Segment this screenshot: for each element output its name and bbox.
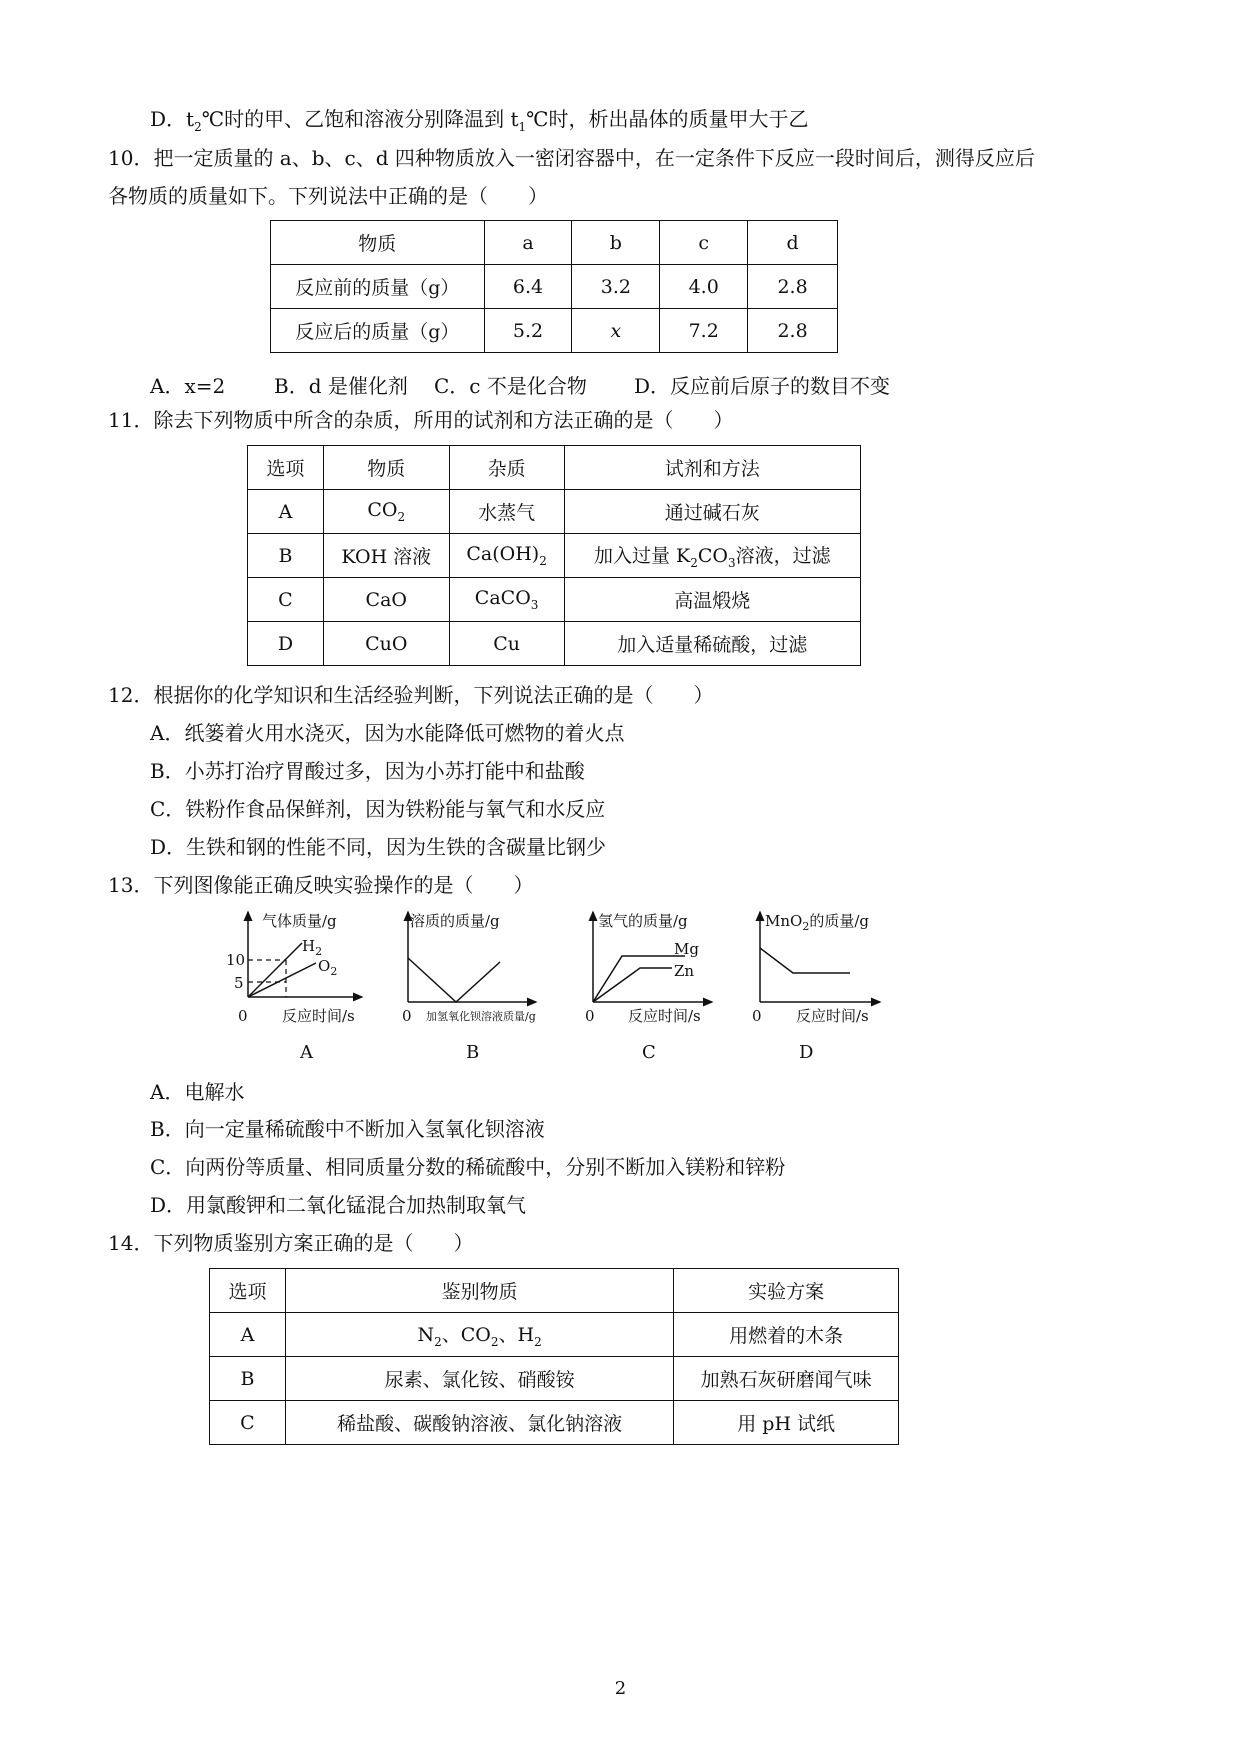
- graph-c-ylabel: 氢气的质量/g: [598, 912, 688, 930]
- q14-stem: 14．下列物质鉴别方案正确的是（ ）: [108, 1231, 474, 1255]
- q11-impurity: CaCO: [474, 587, 531, 610]
- q10-header-cell: b: [572, 221, 660, 265]
- q14-formula-part: 、H: [498, 1324, 535, 1347]
- q11-cell: B: [248, 534, 324, 578]
- q14-cell: 加熟石灰研磨闻气味: [674, 1357, 899, 1401]
- q10-cell: 反应前的质量（g）: [271, 265, 485, 309]
- q13-option-d: D．用氯酸钾和二氧化锰混合加热制取氧气: [150, 1193, 527, 1217]
- q13-stem: 13．下列图像能正确反映实验操作的是（ ）: [108, 873, 534, 897]
- q11-impurity-sub: 3: [530, 597, 539, 612]
- q14-formula-part: 、CO: [441, 1324, 491, 1347]
- graph-a-tick-5: 5: [234, 974, 244, 992]
- q10-header-cell: 物质: [271, 221, 485, 265]
- q11-stem: 11．除去下列物质中所含的杂质，所用的试剂和方法正确的是（ ）: [108, 408, 734, 432]
- q10-cell: 2.8: [748, 265, 838, 309]
- q11-method-part: 加入过量 K: [593, 545, 691, 568]
- q14-formula-part: N: [417, 1324, 435, 1347]
- q11-header-cell: 试剂和方法: [564, 446, 860, 490]
- graph-c-label-mg: Mg: [674, 940, 699, 958]
- q10-cell: x: [572, 309, 660, 353]
- q14-header-cell: 选项: [210, 1269, 286, 1313]
- q12-option-d: D．生铁和钢的性能不同，因为生铁的含碳量比钢少: [150, 835, 607, 859]
- graph-d-xlabel: 反应时间/s: [796, 1007, 869, 1025]
- graph-d: [752, 912, 880, 1063]
- graph-c-label-zn: Zn: [674, 962, 695, 980]
- q14-formula-sub: 2: [490, 1334, 499, 1349]
- q11-impurity-sub: 2: [539, 553, 547, 568]
- q10-option-c: C．c 不是化合物: [434, 374, 587, 398]
- q14-cell: C: [210, 1401, 286, 1445]
- q10-header-cell: d: [748, 221, 838, 265]
- graph-a-o2-line: [248, 963, 316, 997]
- q13-option-a: A．电解水: [150, 1080, 245, 1104]
- q11-method-sub: 3: [727, 555, 736, 570]
- q10-option-a: A．x=2: [150, 374, 226, 398]
- q14-table-row: [210, 1313, 899, 1357]
- graph-b-xlabel: 加氢氧化钡溶液质量/g: [426, 1010, 536, 1023]
- q14-cell: B: [210, 1357, 286, 1401]
- q11-method-part: 溶液，过滤: [735, 545, 831, 568]
- q11-substance: CO: [367, 499, 398, 522]
- q11-cell: D: [248, 622, 324, 666]
- graph-d-curve: [760, 948, 850, 973]
- q11-cell: 水蒸气: [449, 490, 564, 534]
- q11-header-cell: 选项: [248, 446, 324, 490]
- q11-cell: 加入适量稀硫酸，过滤: [564, 622, 860, 666]
- q11-cell: A: [248, 490, 324, 534]
- graph-a-label-h2: $H_2$: [302, 937, 323, 958]
- q10-header-cell: c: [660, 221, 748, 265]
- q14-header-cell: 实验方案: [674, 1269, 899, 1313]
- graph-a-h2-line: [248, 943, 302, 997]
- q14-cell: 尿素、氯化铵、硝酸铵: [285, 1357, 673, 1401]
- q11-method-part: CO: [697, 545, 728, 568]
- graph-b-origin: 0: [402, 1007, 412, 1025]
- q10-option-d: D．反应前后原子的数目不变: [634, 374, 891, 398]
- q14-header-cell: 鉴别物质: [285, 1269, 673, 1313]
- graph-a-tick-10: 10: [226, 951, 246, 969]
- q11-method-sub: 2: [690, 555, 698, 570]
- q11-cell: CaO: [323, 578, 449, 622]
- graph-d-caption: D: [799, 1042, 814, 1063]
- graph-d-origin: 0: [752, 1007, 762, 1025]
- q11-header-cell: 物质: [323, 446, 449, 490]
- q10-cell: 反应后的质量（g）: [271, 309, 485, 353]
- q9-d-suffix: ℃时，析出晶体的质量甲大于乙: [526, 107, 809, 131]
- q14-table: [209, 1268, 899, 1445]
- q11-cell: C: [248, 578, 324, 622]
- q10-stem-line2: 各物质的质量如下。下列说法中正确的是（ ）: [108, 184, 548, 208]
- graph-d-ylabel: MnO$_2$的质量/g: [765, 912, 869, 933]
- q10-cell: 6.4: [484, 265, 572, 309]
- graph-c-caption: C: [642, 1042, 656, 1063]
- q14-cell: A: [210, 1313, 286, 1357]
- graph-b-caption: B: [466, 1042, 480, 1063]
- graph-b: [402, 912, 536, 1063]
- q13-option-c: C．向两份等质量、相同质量分数的稀硫酸中，分别不断加入镁粉和锌粉: [150, 1155, 786, 1179]
- q9-d-sub1: 2: [194, 120, 202, 134]
- graph-b-ylabel: 溶质的质量/g: [410, 912, 500, 930]
- graph-b-curve: [408, 958, 500, 1002]
- q12-option-c: C．铁粉作食品保鲜剂，因为铁粉能与氧气和水反应: [150, 797, 606, 821]
- q10-cell: 3.2: [572, 265, 660, 309]
- q14-table-row: [210, 1357, 899, 1401]
- q12-option-b: B．小苏打治疗胃酸过多，因为小苏打能中和盐酸: [150, 759, 585, 783]
- q14-cell: 用燃着的木条: [674, 1313, 899, 1357]
- q11-cell: KOH 溶液: [323, 534, 449, 578]
- q12-option-a: A．纸篓着火用水浇灭，因为水能降低可燃物的着火点: [150, 721, 625, 745]
- q11-substance-sub: 2: [397, 509, 406, 524]
- graph-a-ylabel: 气体质量/g: [262, 912, 337, 930]
- graph-c: [585, 912, 712, 1063]
- q12-stem: 12．根据你的化学知识和生活经验判断，下列说法正确的是（ ）: [108, 683, 714, 707]
- q14-cell: [285, 1313, 673, 1357]
- q9-d-sub2: 1: [518, 120, 527, 134]
- q10-stem-line1: 10．把一定质量的 a、b、c、d 四种物质放入一密闭容器中，在一定条件下反应一段时间后，测得反应后: [108, 146, 1035, 170]
- graph-c-zn-line: [593, 968, 672, 1002]
- q11-cell: 通过碱石灰: [564, 490, 860, 534]
- q14-cell: 用 pH 试纸: [674, 1401, 899, 1445]
- q10-cell: 7.2: [660, 309, 748, 353]
- q14-formula-sub: 2: [534, 1334, 542, 1349]
- q14-table-header: [210, 1269, 899, 1313]
- graph-a: [226, 912, 362, 1063]
- q10-cell: 4.0: [660, 265, 748, 309]
- q11-header-cell: 杂质: [449, 446, 564, 490]
- q13-option-b: B．向一定量稀硫酸中不断加入氢氧化钡溶液: [150, 1117, 545, 1141]
- q10-header-cell: a: [484, 221, 572, 265]
- q11-cell: CuO: [323, 622, 449, 666]
- graph-a-origin: 0: [238, 1007, 248, 1025]
- page-number: 2: [614, 1678, 627, 1699]
- q11-cell: 高温煅烧: [564, 578, 860, 622]
- q9-d-mid: ℃时的甲、乙饱和溶液分别降温到 t: [201, 107, 519, 131]
- q10-cell: 2.8: [748, 309, 838, 353]
- graph-c-xlabel: 反应时间/s: [628, 1007, 701, 1025]
- graph-a-xlabel: 反应时间/s: [282, 1007, 355, 1025]
- q10-cell: 5.2: [484, 309, 572, 353]
- q11-impurity: Ca(OH): [466, 543, 540, 566]
- q14-table-row: [210, 1401, 899, 1445]
- q11-cell: Cu: [449, 622, 564, 666]
- graph-c-origin: 0: [585, 1007, 595, 1025]
- graph-a-label-o2: $O_2$: [318, 957, 338, 978]
- graph-a-caption: A: [300, 1042, 313, 1063]
- q14-cell: 稀盐酸、碳酸钠溶液、氯化钠溶液: [285, 1401, 673, 1445]
- q14-formula-sub: 2: [434, 1334, 442, 1349]
- q9-d-prefix: D．t: [150, 107, 195, 131]
- q10-option-b: B．d 是催化剂: [274, 374, 408, 398]
- graph-c-mg-line: [593, 956, 685, 1002]
